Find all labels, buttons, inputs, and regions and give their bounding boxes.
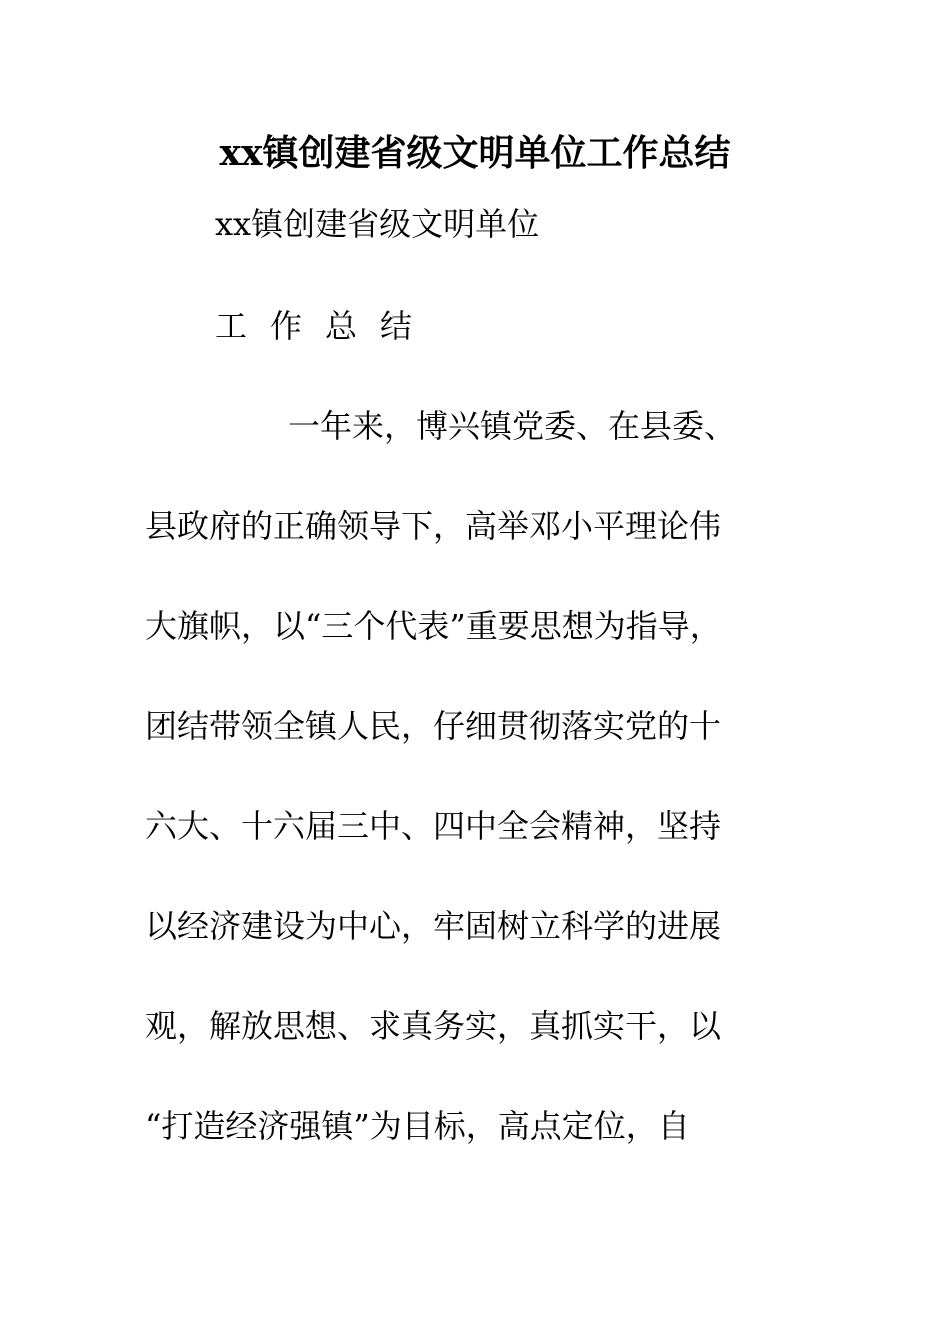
document-title: xx镇创建省级文明单位工作总结 (219, 132, 731, 174)
body-line: 大旗帜，以“三个代表”重要思想为指导， (145, 607, 722, 645)
body-line: 团结带领全镇人民，仔细贯彻落实党的十 (145, 707, 722, 745)
document-subtitle: xx镇创建省级文明单位 (215, 205, 540, 243)
document-subtitle-heading: 工作总结 (215, 307, 436, 345)
body-line: 观，解放思想、求真务实，真抓实干，以 (145, 1007, 722, 1045)
body-line: 一年来，博兴镇党委、在县委、 (288, 407, 737, 445)
body-line: “打造经济强镇”为目标，高点定位，自 (145, 1107, 690, 1145)
body-line: 六大、十六届三中、四中全会精神，坚持 (145, 807, 722, 845)
document-body (145, 402, 805, 1202)
body-line: 以经济建设为中心，牢固树立科学的进展 (145, 907, 722, 945)
body-line: 县政府的正确领导下，高举邓小平理论伟 (145, 507, 722, 545)
